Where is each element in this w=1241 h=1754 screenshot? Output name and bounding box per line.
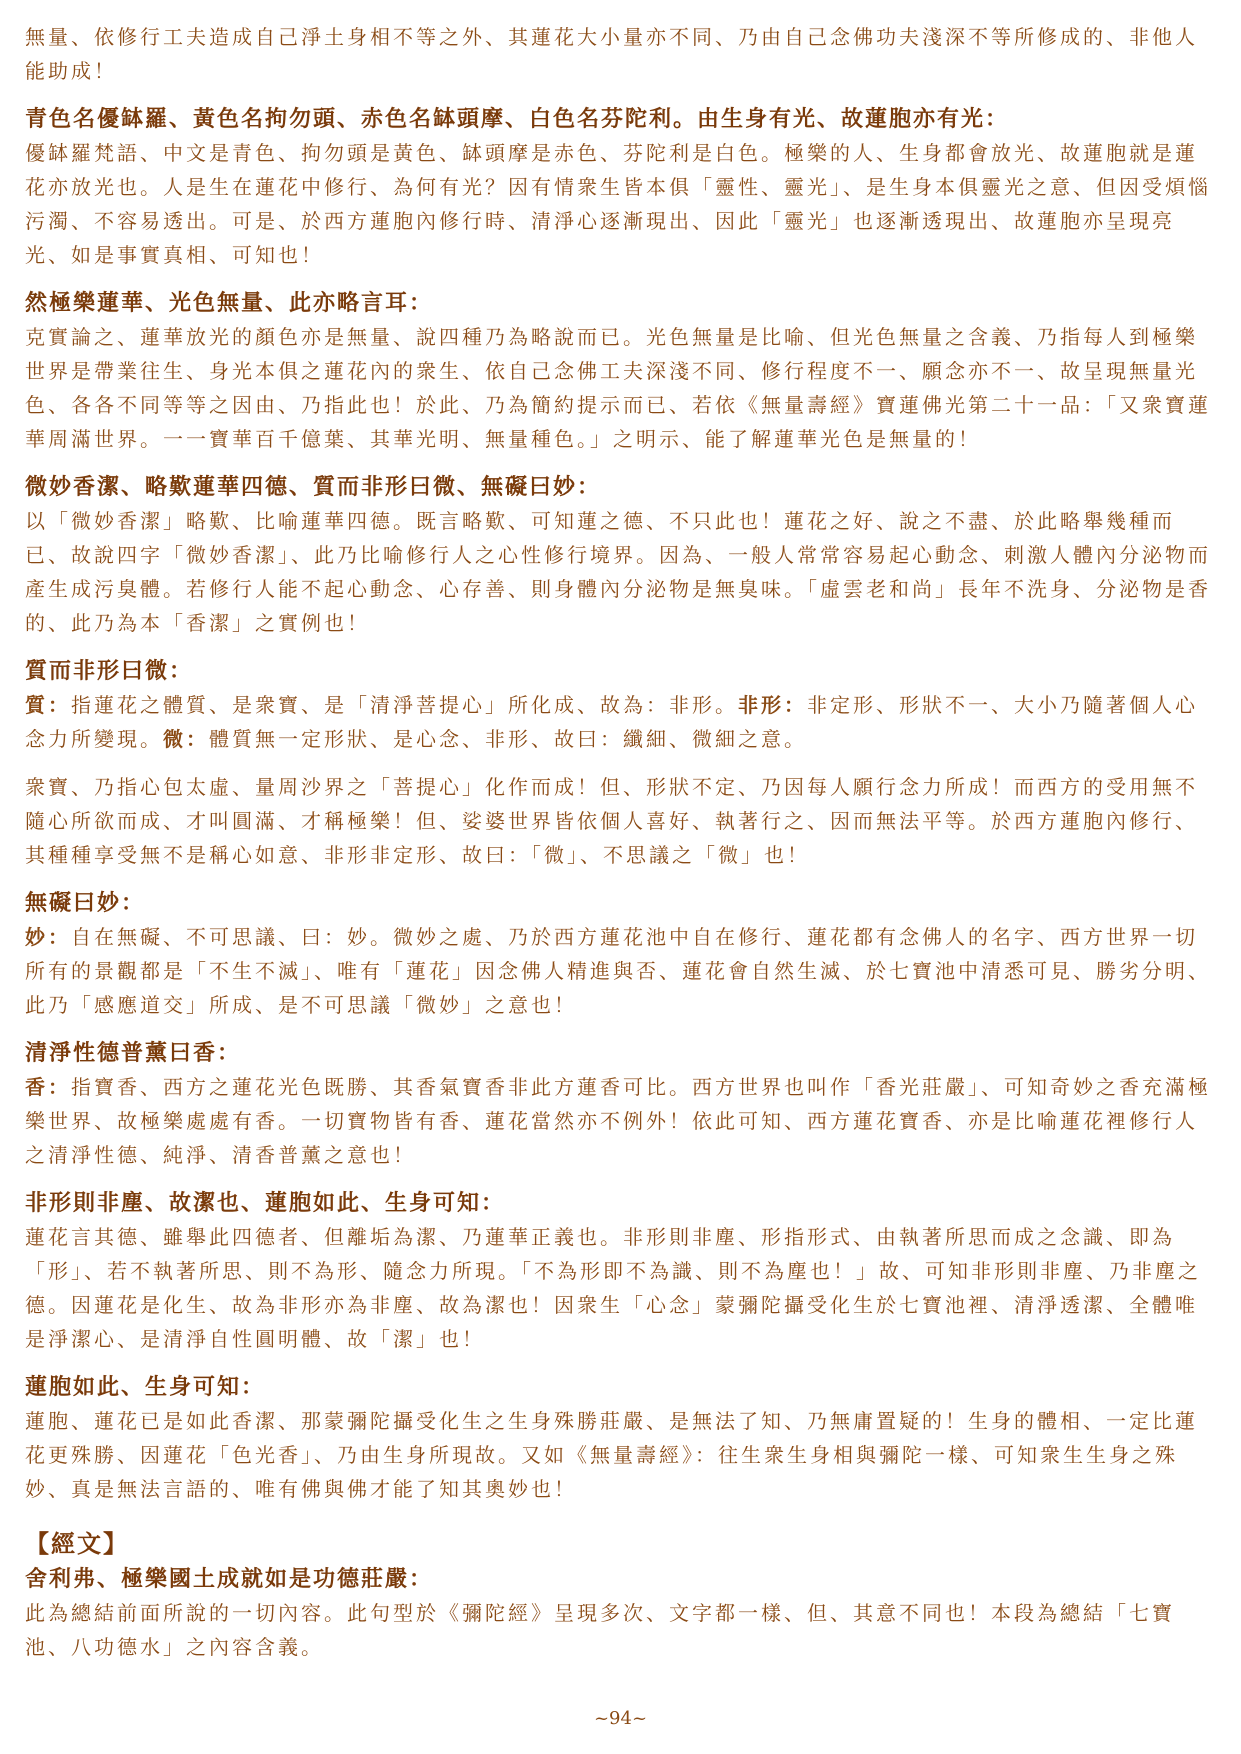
term-text: 非定形、形狀不一、大小乃隨著個人心念力所變現。 [25, 693, 1198, 751]
paragraph: 蓮花言其德、雖舉此四德者、但離垢為潔、乃蓮華正義也。非形則非塵、形指形式、由執著所思而成之念識、即為「形」、若不執著所思、則不為形、隨念力所現。「不為形即不為識、則不為塵也！」故、可知非形則非塵、乃非塵之德。因蓮花是化生、故為非形亦為非塵、故為潔也！因衆生「心念」蒙彌陀攝受化生於七寶池裡、清淨透潔、全體唯是淨潔心、是清淨自性圓明體、故「潔」也！ [25, 1225, 1201, 1351]
section-heading: 舍利弗、極樂國土成就如是功德莊嚴： [25, 1566, 434, 1592]
term-label: 非形： [738, 693, 807, 717]
page-content [25, 20, 1215, 1664]
sutra-label: 【經文】 [25, 1529, 129, 1558]
paragraph [25, 1070, 1215, 1172]
term-label: 質： [25, 693, 71, 717]
paragraph: 以「微妙香潔」略歎、比喻蓮華四德。既言略歎、可知蓮之德、不只此也！蓮花之好、說之不盡、於此略舉幾種而已、故說四字「微妙香潔」、此乃比喻修行人之心性修行境界。因為、一般人常常容易起心動念、刺激人體內分泌物而產生成污臭體。若修行人能不起心動念、心存善、則身體內分泌物是無臭味。「虛雲老和尚」長年不洗身、分泌物是香的、此乃為本「香潔」之實例也！ [25, 509, 1211, 635]
term-label: 妙： [25, 925, 71, 949]
term-text: 指寶香、西方之蓮花光色既勝、其香氣寶香非此方蓮香可比。西方世界也叫作「香光莊嚴」、可知奇妙之香充滿極樂世界、故極樂處處有香。一切寶物皆有香、蓮花當然亦不例外！依此可知、西方蓮花寶香、亦是比喻蓮花裡修行人之清淨性德、純淨、清香普薰之意也！ [25, 1075, 1211, 1167]
section-heading: 質而非形曰微： [25, 658, 194, 684]
paragraph: 無量、依修行工夫造成自己淨土身相不等之外、其蓮花大小量亦不同、乃由自己念佛功夫淺深不等所修成的、非他人能助成！ [25, 25, 1198, 83]
term-text: 體質無一定形狀、是心念、非形、故曰：纖細、微細之意。 [209, 727, 807, 751]
term-text: 指蓮花之體質、是衆寶、是「清淨菩提心」所化成、故為：非形。 [71, 693, 738, 717]
paragraph [25, 688, 1215, 756]
paragraph [25, 920, 1215, 1022]
section-heading: 微妙香潔、略歎蓮華四德、質而非形曰微、無礙曰妙： [25, 474, 602, 500]
paragraph: 蓮胞、蓮花已是如此香潔、那蒙彌陀攝受化生之生身殊勝莊嚴、是無法了知、乃無庸置疑的！生身的體相、一定比蓮花更殊勝、因蓮花「色光香」、乃由生身所現故。又如《無量壽經》：往生衆生身相與彌陀一樣、可知衆生生身之殊妙、真是無法言語的、唯有佛與佛才能了知其奧妙也！ [25, 1409, 1198, 1501]
term-label: 微： [163, 727, 209, 751]
term-label: 香： [25, 1075, 71, 1099]
section-heading: 無礙曰妙： [25, 890, 146, 916]
paragraph: 此為總結前面所說的一切內容。此句型於《彌陀經》呈現多次、文字都一樣、但、其意不同也！本段為總結「七寶池、八功德水」之內容含義。 [25, 1601, 1175, 1659]
page-number: ~94~ [593, 1708, 648, 1729]
section-heading: 然極樂蓮華、光色無量、此亦略言耳： [25, 290, 434, 316]
paragraph: 衆寶、乃指心包太虛、量周沙界之「菩提心」化作而成！但、形狀不定、乃因每人願行念力所成！而西方的受用無不隨心所欲而成、才叫圓滿、才稱極樂！但、娑婆世界皆依個人喜好、執著行之、因而無法平等。於西方蓮胞內修行、其種種享受無不是稱心如意、非形非定形、故曰：「微」、不思議之「微」也！ [25, 775, 1198, 867]
paragraph: 克實論之、蓮華放光的顏色亦是無量、說四種乃為略說而已。光色無量是比喻、但光色無量之含義、乃指每人到極樂世界是帶業往生、身光本俱之蓮花內的衆生、依自己念佛工夫深淺不同、修行程度不一、願念亦不一、故呈現無量光色、各各不同等等之因由、乃指此也！於此、乃為簡約提示而已、若依《無量壽經》寶蓮佛光第二十一品：「又衆寶蓮華周滿世界。一一寶華百千億葉、其華光明、無量種色。」之明示、能了解蓮華光色是無量的！ [25, 325, 1211, 451]
section-heading: 青色名優缽羅、黃色名拘勿頭、赤色名缽頭摩、白色名芬陀利。由生身有光、故蓮胞亦有光： [25, 106, 1010, 132]
section-heading: 蓮胞如此、生身可知： [25, 1374, 266, 1400]
section-heading: 非形則非塵、故潔也、蓮胞如此、生身可知： [25, 1190, 506, 1216]
paragraph: 優缽羅梵語、中文是青色、拘勿頭是黃色、缽頭摩是赤色、芬陀利是白色。極樂的人、生身都會放光、故蓮胞就是蓮花亦放光也。人是生在蓮花中修行、為何有光？因有情衆生皆本俱「靈性、靈光」、是生身本俱靈光之意、但因受煩惱污濁、不容易透出。可是、於西方蓮胞內修行時、清淨心逐漸現出、因此「靈光」也逐漸透現出、故蓮胞亦呈現亮光、如是事實真相、可知也！ [25, 141, 1211, 267]
section-heading: 清淨性德普薰曰香： [25, 1040, 242, 1066]
term-text: 自在無礙、不可思議、曰：妙。微妙之處、乃於西方蓮花池中自在修行、蓮花都有念佛人的名字、西方世界一切所有的景觀都是「不生不滅」、唯有「蓮花」因念佛人精進與否、蓮花會自然生滅、於七寶池中清悉可見、勝劣分明、此乃「感應道交」所成、是不可思議「微妙」之意也！ [25, 925, 1211, 1017]
